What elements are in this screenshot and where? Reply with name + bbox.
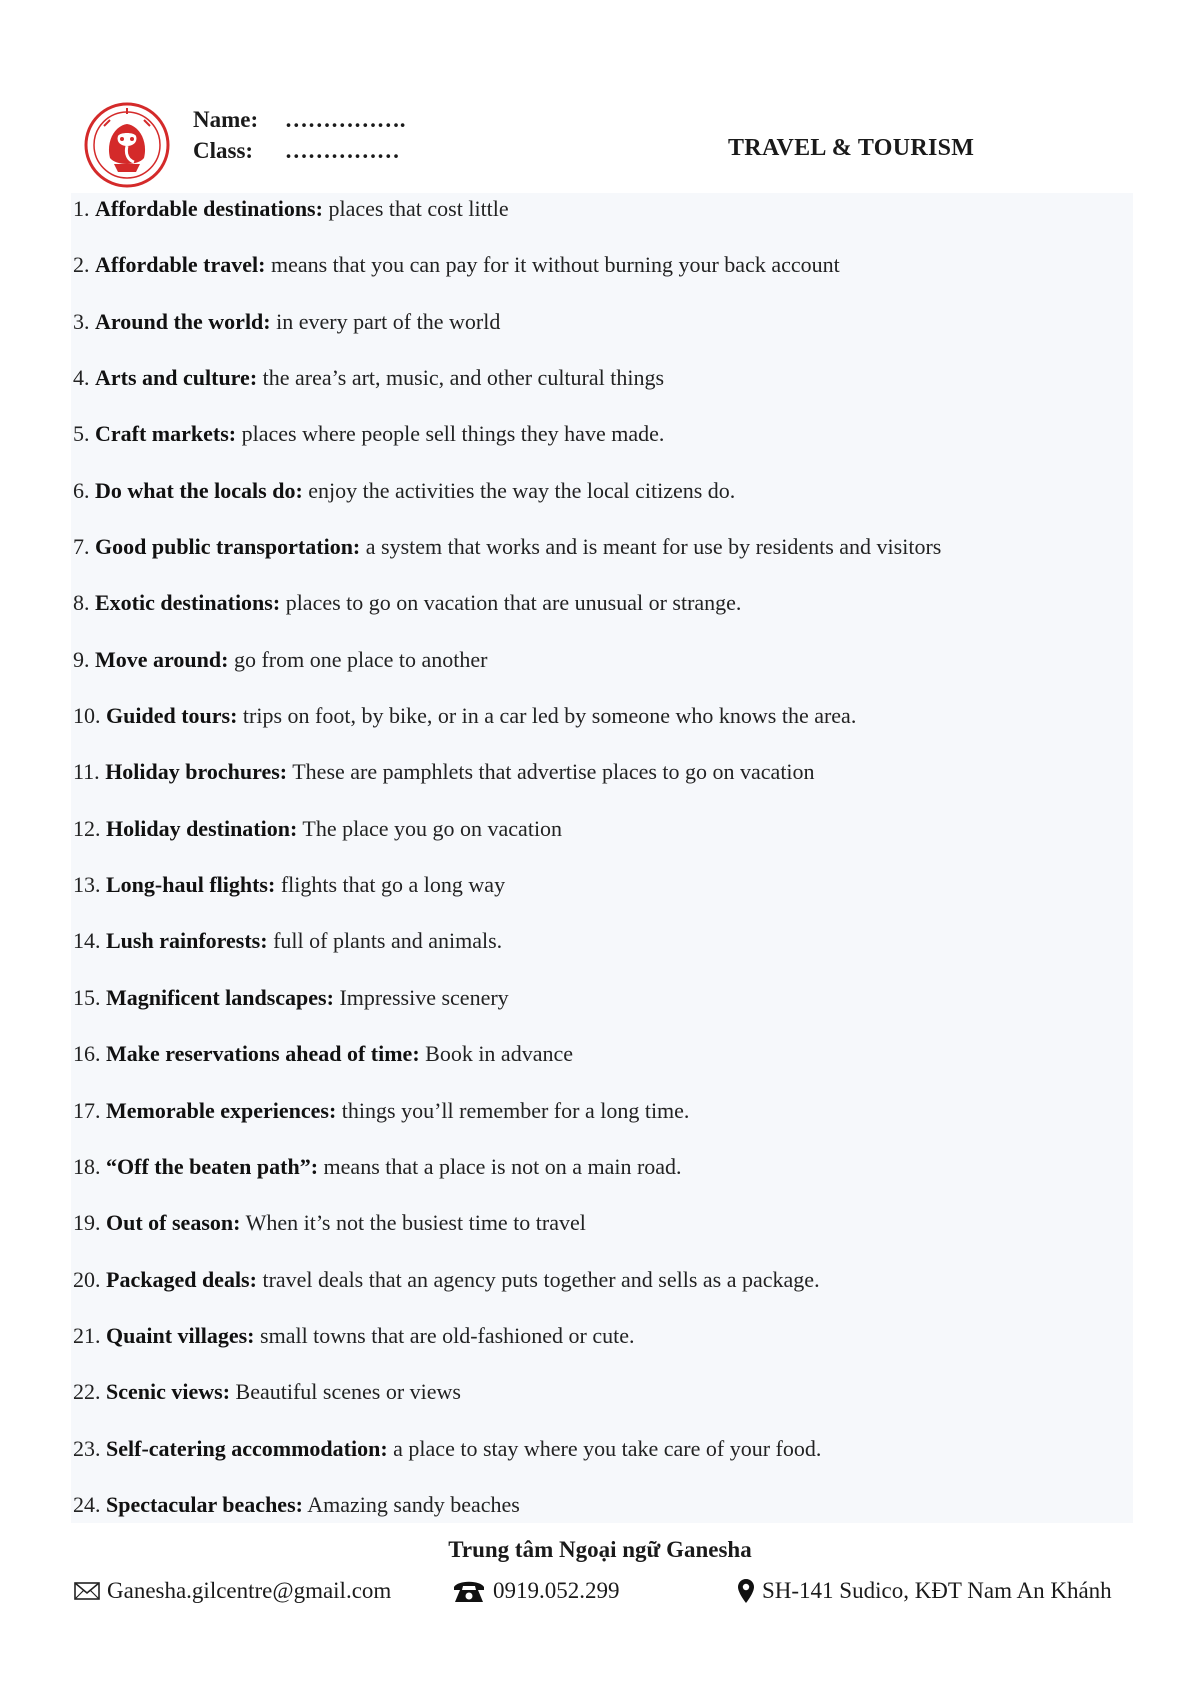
vocab-item [73,1034,1133,1090]
vocab-term: Guided tours: [106,703,238,729]
vocab-term: Lush rainforests: [106,928,268,954]
vocab-number: 11. [73,759,100,785]
vocab-number: 10. [73,703,101,729]
vocab-number: 4. [73,365,90,391]
vocab-definition: go from one place to another [233,646,488,672]
email-text[interactable]: Ganesha.gilcentre@gmail.com [107,1578,392,1603]
vocab-number: 21. [73,1322,101,1348]
vocab-number: 2. [73,252,90,278]
vocab-definition: travel deals that an agency puts together and sells as a package. [262,1266,820,1292]
vocab-term: Exotic destinations: [95,590,281,616]
vocab-term: Self-catering accommodation: [106,1435,388,1461]
vocab-term: “Off the beaten path”: [106,1153,319,1179]
vocab-definition: flights that go a long way [280,872,506,898]
vocab-term: Affordable travel: [95,252,266,278]
vocab-number: 12. [73,815,101,841]
vocab-term: Affordable destinations: [95,196,323,221]
vocab-number: 16. [73,1041,101,1067]
address-text: SH-141 Sudico, KĐT Nam An Khánh [762,1578,1112,1603]
vocab-term: Make reservations ahead of time: [106,1041,420,1067]
vocab-item [73,527,1133,583]
vocab-definition: Impressive scenery [339,984,509,1010]
email-contact [74,1573,391,1609]
telephone-icon [452,1578,486,1604]
vocab-definition: places to go on vacation that are unusual or strange. [285,590,742,616]
vocab-item [73,414,1133,470]
envelope-icon [74,1581,100,1601]
vocab-definition: means that a place is not on a main road. [323,1153,682,1179]
vocab-definition: Book in advance [425,1041,573,1067]
vocab-item [73,245,1133,301]
vocab-definition: When it’s not the busiest time to travel [245,1210,586,1236]
center-name: Trung tâm Ngoại ngữ Ganesha [448,1537,752,1562]
vocab-number: 5. [73,421,90,447]
phone-text[interactable]: 0919.052.299 [493,1578,620,1603]
vocab-term: Scenic views: [106,1379,231,1405]
vocab-definition: Amazing sandy beaches [307,1491,520,1517]
vocab-item [73,358,1133,414]
vocab-number: 15. [73,984,101,1010]
address-contact [737,1573,1112,1609]
vocabulary-list [73,189,1133,1541]
vocab-definition: things you’ll remember for a long time. [341,1097,690,1123]
vocab-item [73,1429,1133,1485]
vocab-term: Do what the locals do: [95,477,303,503]
vocab-definition: a system that works and is meant for use by residents and visitors [365,534,942,560]
map-pin-icon [737,1578,755,1604]
vocab-term: Good public transportation: [95,534,361,560]
vocab-item [73,583,1133,639]
vocab-term: Quaint villages: [106,1322,255,1348]
page-title: TRAVEL & TOURISM [728,135,975,161]
student-info [193,104,406,166]
vocab-item [73,640,1133,696]
vocab-number: 19. [73,1210,101,1236]
vocab-number: 20. [73,1266,101,1292]
vocab-number: 1. [73,196,90,221]
vocab-term: Spectacular beaches: [106,1491,303,1517]
vocab-item [73,1091,1133,1147]
vocab-item [73,1372,1133,1428]
vocab-term: Magnificent landscapes: [106,984,334,1010]
vocab-item [73,1316,1133,1372]
vocab-definition: These are pamphlets that advertise places to go on vacation [292,759,815,785]
vocab-item [73,809,1133,865]
vocab-number: 22. [73,1379,101,1405]
vocab-definition: trips on foot, by bike, or in a car led by someone who knows the area. [242,703,857,729]
vocab-item [73,696,1133,752]
vocab-term: Craft markets: [95,421,237,447]
vocab-item [73,1485,1133,1541]
vocab-definition: a place to stay where you take care of your food. [393,1435,822,1461]
vocab-term: Around the world: [95,308,271,334]
vocab-term: Holiday brochures: [105,759,288,785]
vocab-item [73,752,1133,808]
phone-contact [452,1573,620,1609]
vocab-definition: full of plants and animals. [273,928,503,954]
vocab-definition: in every part of the world [276,308,501,334]
vocab-number: 6. [73,477,90,503]
vocab-item [73,865,1133,921]
vocab-definition: small towns that are old-fashioned or cute. [260,1322,635,1348]
vocab-term: Memorable experiences: [106,1097,337,1123]
vocab-term: Long-haul flights: [106,872,276,898]
vocab-definition: enjoy the activities the way the local citizens do. [308,477,736,503]
vocab-number: 7. [73,534,90,560]
vocab-definition: places that cost little [328,196,509,221]
vocab-definition: Beautiful scenes or views [235,1379,461,1405]
class-label: Class: [193,138,254,163]
class-field[interactable]: …………… [284,138,400,163]
name-field[interactable]: ……………. [284,107,406,132]
vocab-number: 23. [73,1435,101,1461]
vocab-item [73,302,1133,358]
vocab-term: Out of season: [106,1210,241,1236]
vocab-item [73,1260,1133,1316]
vocab-item [73,921,1133,977]
vocab-number: 3. [73,308,90,334]
vocab-definition: means that you can pay for it without burning your back account [270,252,840,278]
vocab-term: Packaged deals: [106,1266,257,1292]
ganesha-logo-icon [84,102,170,188]
vocab-definition: places where people sell things they have made. [241,421,665,447]
vocab-term: Move around: [95,646,229,672]
vocab-item [73,1147,1133,1203]
vocab-number: 9. [73,646,90,672]
vocab-item [73,471,1133,527]
vocab-number: 17. [73,1097,101,1123]
vocab-item [73,1203,1133,1259]
vocab-term: Arts and culture: [95,365,258,391]
vocab-number: 8. [73,590,90,616]
vocab-definition: The place you go on vacation [302,815,563,841]
vocab-number: 14. [73,928,101,954]
vocab-term: Holiday destination: [106,815,298,841]
name-label: Name: [193,107,259,132]
vocab-item [73,189,1133,245]
vocab-number: 13. [73,872,101,898]
vocab-number: 24. [73,1491,101,1517]
vocab-definition: the area’s art, music, and other cultural things [262,365,665,391]
vocab-number: 18. [73,1153,101,1179]
vocab-item [73,978,1133,1034]
